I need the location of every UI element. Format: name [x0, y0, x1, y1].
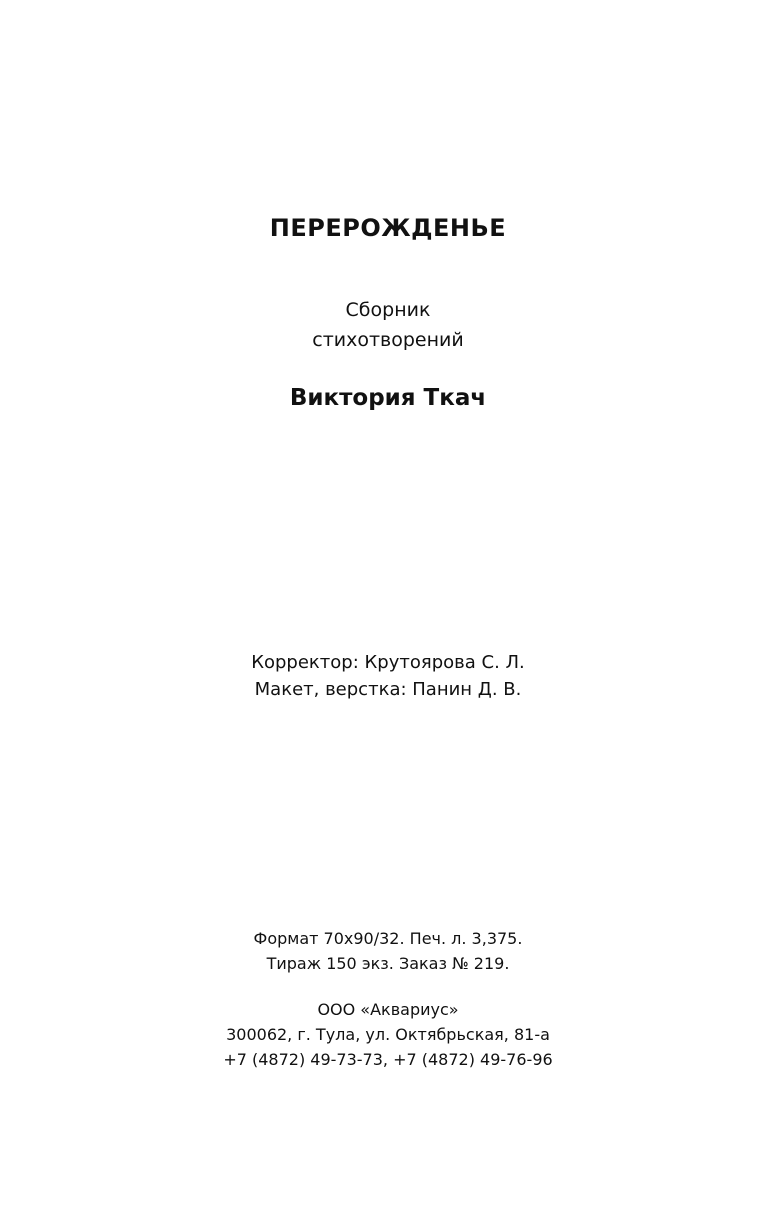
format-info: Формат 70x90/32. Печ. л. 3,375.: [253, 929, 523, 948]
corrector-credit: Корректор: Крутоярова С. Л.: [251, 652, 525, 673]
publisher-block: [0, 997, 776, 1072]
publisher-phones: +7 (4872) 49-73-73, +7 (4872) 49-76-96: [223, 1050, 553, 1069]
publisher-name: ООО «Аквариус»: [317, 1000, 459, 1019]
imprint-block: [0, 926, 776, 976]
book-title-block: [0, 210, 776, 246]
layout-credit: Макет, верстка: Панин Д. В.: [254, 679, 522, 700]
author-name: Виктория Ткач: [289, 385, 487, 411]
credits-block: [0, 649, 776, 703]
print-run-info: Тираж 150 экз. Заказ № 219.: [266, 954, 510, 973]
publisher-address: 300062, г. Тула, ул. Октябрьская, 81-а: [226, 1025, 550, 1044]
book-title: ПЕРЕРОЖДЕНЬЕ: [269, 214, 507, 242]
book-subtitle-line-1: Сборник: [345, 299, 431, 321]
book-subtitle-line-2: стихотворений: [312, 329, 464, 351]
author-block: [0, 381, 776, 415]
book-subtitle-block: [0, 295, 776, 355]
